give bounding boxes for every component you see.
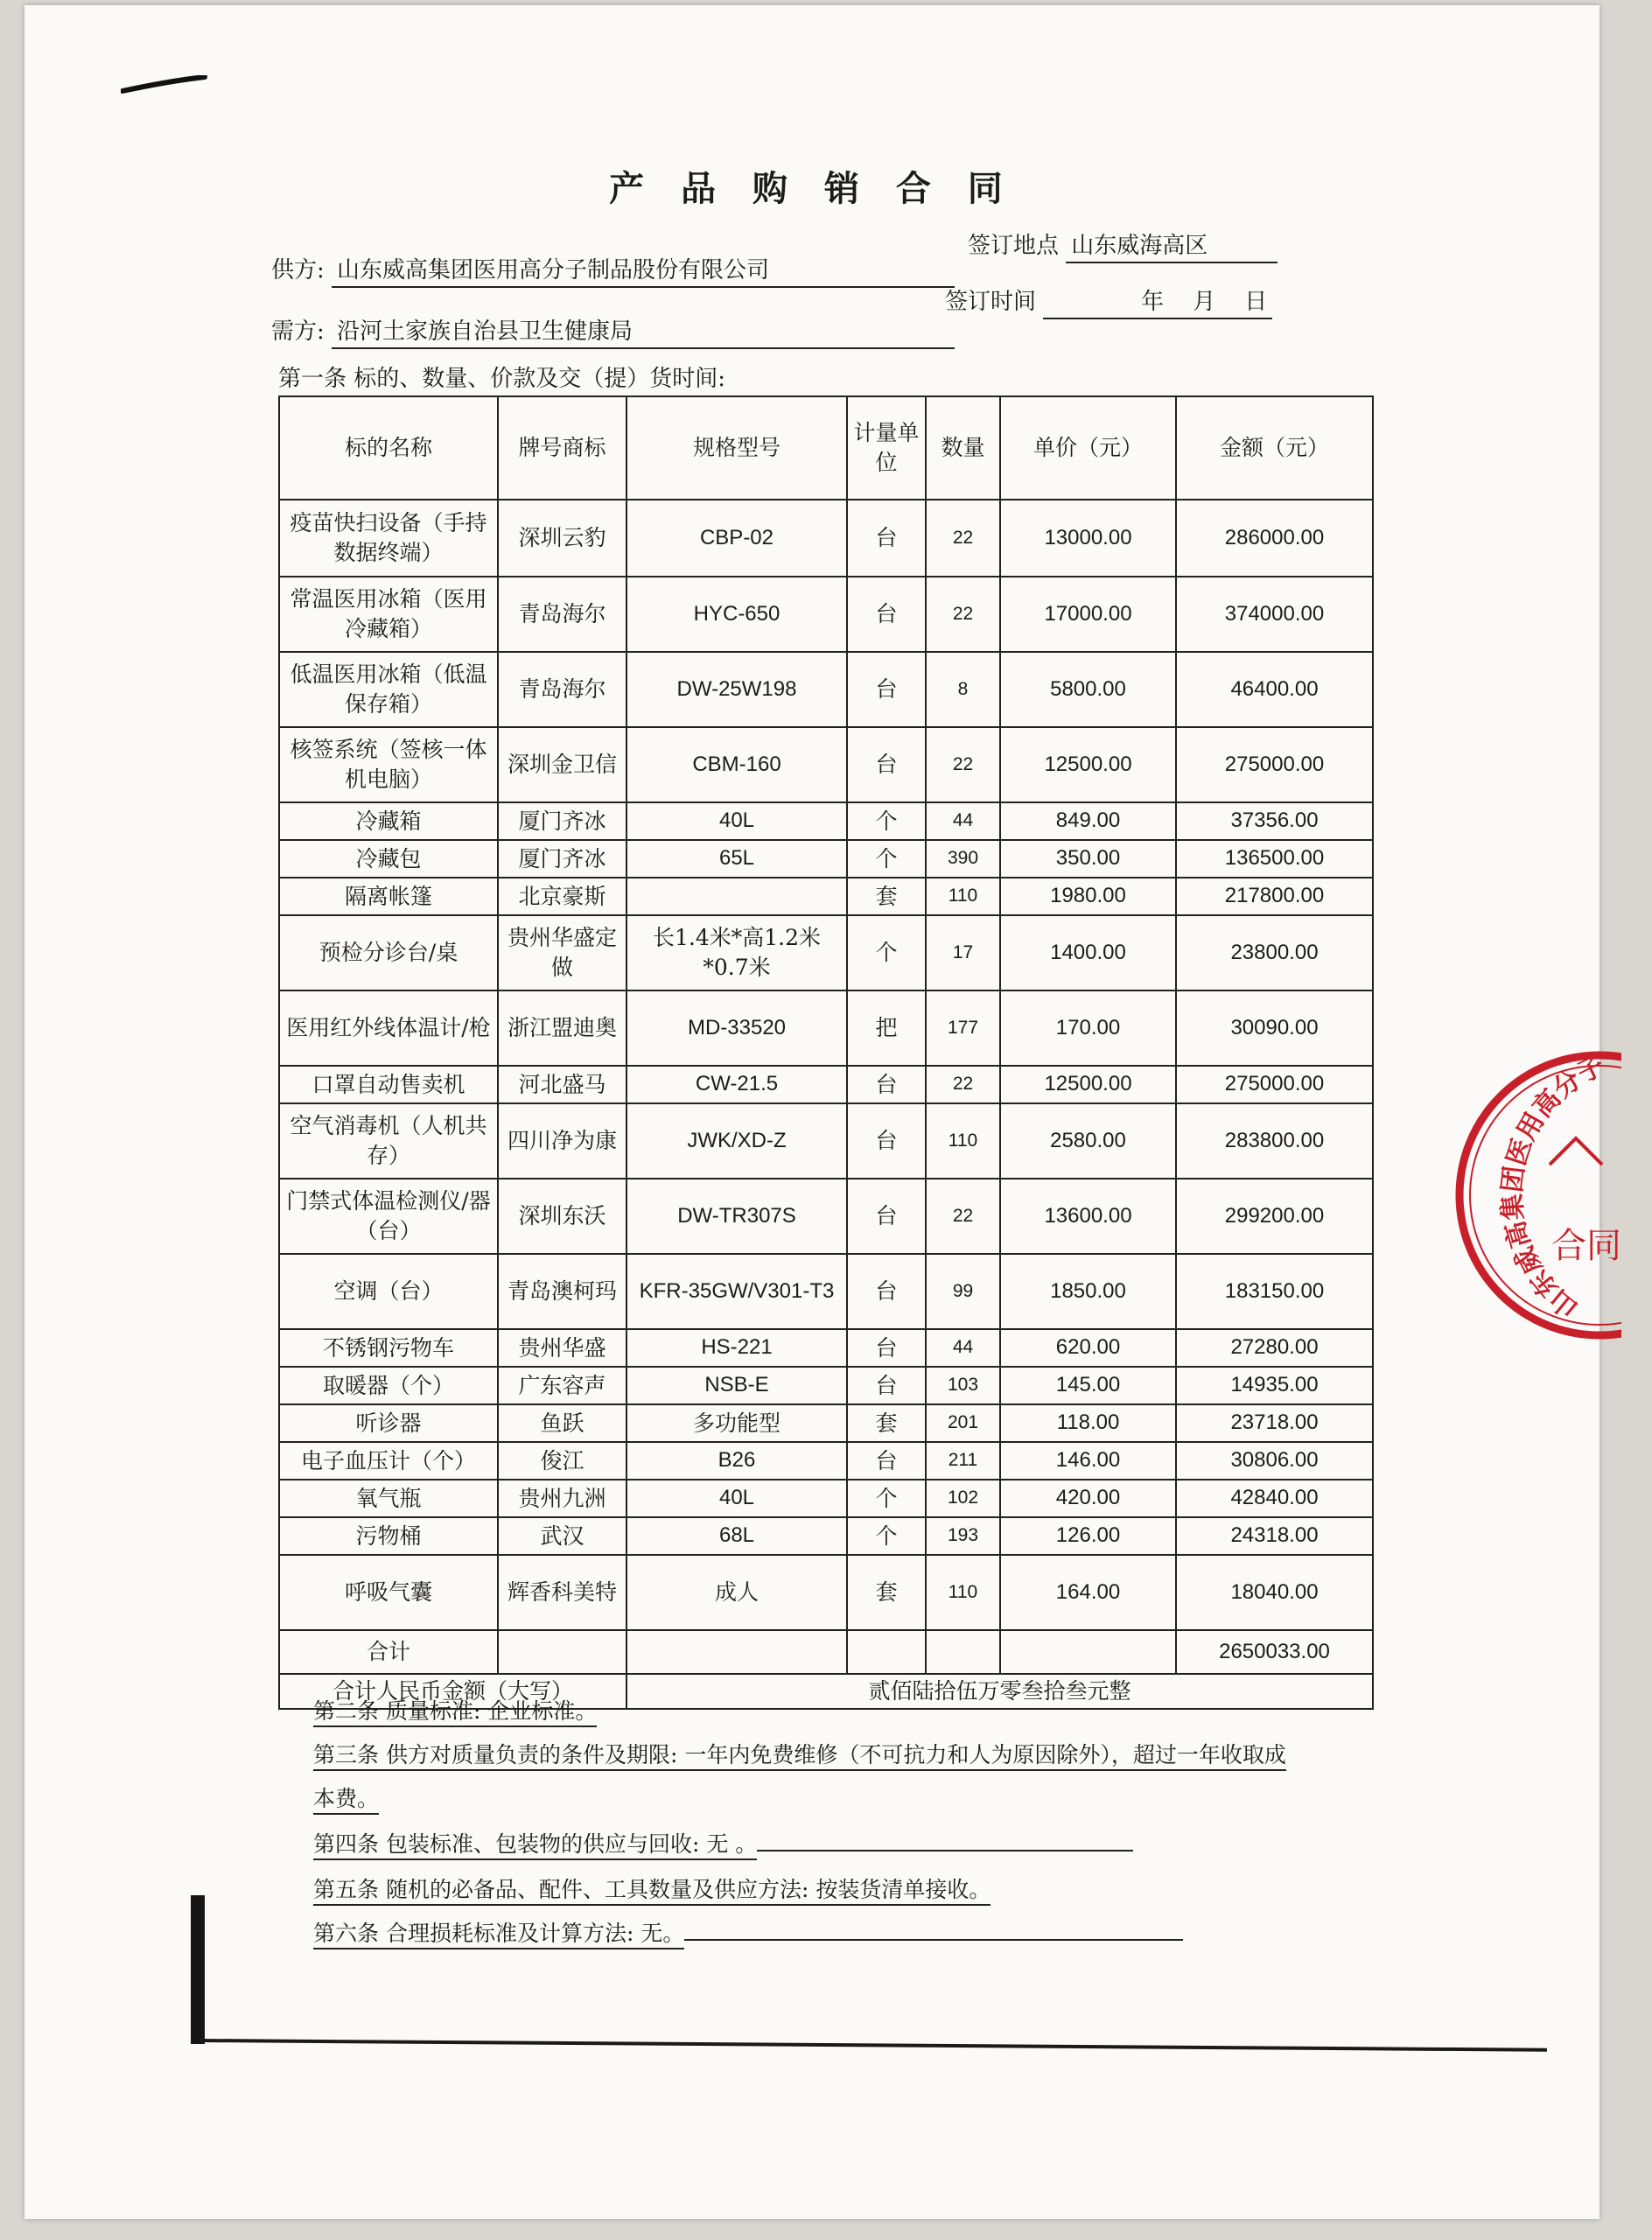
item-amount: 18040.00	[1176, 1555, 1373, 1630]
item-unit: 台	[847, 1066, 926, 1103]
document-title: 产 品 购 销 合 同	[609, 168, 1015, 209]
table-row	[279, 1254, 1373, 1329]
item-name: 低温医用冰箱（低温保存箱）	[279, 652, 498, 727]
total-empty-cell	[1000, 1630, 1176, 1674]
item-qty: 8	[926, 652, 1000, 727]
item-model: 68L	[626, 1517, 847, 1555]
item-model: HYC-650	[626, 577, 847, 652]
item-price: 13600.00	[1000, 1179, 1176, 1254]
item-unit: 台	[847, 1103, 926, 1179]
item-name: 不锈钢污物车	[279, 1329, 498, 1367]
clause-4-fill-line	[757, 1850, 1133, 1852]
total-empty-cell	[847, 1630, 926, 1674]
header-name: 标的名称	[279, 396, 498, 500]
item-amount: 374000.00	[1176, 577, 1373, 652]
item-amount: 299200.00	[1176, 1179, 1373, 1254]
item-unit: 套	[847, 1555, 926, 1630]
table-row	[279, 652, 1373, 727]
item-amount: 183150.00	[1176, 1254, 1373, 1329]
item-amount: 30806.00	[1176, 1442, 1373, 1480]
article-1-heading: 第一条 标的、数量、价款及交（提）货时间:	[278, 366, 726, 392]
item-price: 1980.00	[1000, 878, 1176, 915]
total-empty-cell	[626, 1630, 847, 1674]
item-unit: 个	[847, 840, 926, 878]
company-seal	[1420, 1051, 1621, 1340]
item-unit: 台	[847, 1442, 926, 1480]
header-amount: 金额（元）	[1176, 396, 1373, 500]
item-qty: 177	[926, 990, 1000, 1066]
item-price: 12500.00	[1000, 1066, 1176, 1103]
item-qty: 110	[926, 1555, 1000, 1630]
buyer-row	[271, 313, 955, 349]
item-unit: 台	[847, 1179, 926, 1254]
item-name: 预检分诊台/桌	[279, 915, 498, 990]
item-amount: 46400.00	[1176, 652, 1373, 727]
item-model: CBP-02	[626, 500, 847, 577]
pen-mark-icon	[121, 75, 208, 94]
item-model: DW-TR307S	[626, 1179, 847, 1254]
item-brand: 贵州九洲	[498, 1480, 626, 1517]
table-row	[279, 577, 1373, 652]
item-unit: 台	[847, 577, 926, 652]
svg-text:山东威高集团医用高分子	[1497, 1051, 1610, 1324]
item-unit: 套	[847, 1404, 926, 1442]
sign-time-row	[945, 284, 1272, 319]
item-name: 污物桶	[279, 1517, 498, 1555]
item-qty: 390	[926, 840, 1000, 878]
item-price: 170.00	[1000, 990, 1176, 1066]
item-price: 164.00	[1000, 1555, 1176, 1630]
item-qty: 44	[926, 802, 1000, 840]
item-name: 门禁式体温检测仪/器（台）	[279, 1179, 498, 1254]
clause-2-text: 第二条 质量标准: 企业标准。	[313, 1698, 597, 1727]
clause-2	[313, 1694, 597, 1726]
item-qty: 201	[926, 1404, 1000, 1442]
item-qty: 22	[926, 500, 1000, 577]
item-qty: 102	[926, 1480, 1000, 1517]
total-label: 合计	[279, 1630, 498, 1674]
item-model: CBM-160	[626, 727, 847, 802]
table-row	[279, 1179, 1373, 1254]
table-header-row	[279, 396, 1373, 500]
item-unit: 台	[847, 1367, 926, 1404]
item-name: 电子血压计（个）	[279, 1442, 498, 1480]
item-amount: 286000.00	[1176, 500, 1373, 577]
supplier-label: 供方:	[271, 257, 325, 284]
contract-page	[24, 5, 1621, 2219]
item-name: 医用红外线体温计/枪	[279, 990, 498, 1066]
item-model: 长1.4米*高1.2米*0.7米	[626, 915, 847, 990]
item-brand: 厦门齐冰	[498, 840, 626, 878]
item-amount: 23718.00	[1176, 1404, 1373, 1442]
item-qty: 99	[926, 1254, 1000, 1329]
seal-label: 合同	[1551, 1226, 1621, 1266]
item-unit: 套	[847, 878, 926, 915]
item-amount: 42840.00	[1176, 1480, 1373, 1517]
item-amount: 23800.00	[1176, 915, 1373, 990]
item-brand: 四川净为康	[498, 1103, 626, 1179]
item-model: 40L	[626, 802, 847, 840]
item-brand: 鱼跃	[498, 1404, 626, 1442]
table-row	[279, 1517, 1373, 1555]
item-amount: 275000.00	[1176, 727, 1373, 802]
clause-6-text: 第六条 合理损耗标准及计算方法: 无。	[313, 1921, 684, 1950]
clause-4	[313, 1827, 1133, 1858]
item-brand: 厦门齐冰	[498, 802, 626, 840]
item-price: 1400.00	[1000, 915, 1176, 990]
item-name: 冷藏包	[279, 840, 498, 878]
items-table	[278, 396, 1374, 1710]
table-row	[279, 990, 1373, 1066]
item-brand: 贵州华盛	[498, 1329, 626, 1367]
item-qty: 17	[926, 915, 1000, 990]
item-name: 常温医用冰箱（医用冷藏箱）	[279, 577, 498, 652]
clause-6	[313, 1916, 1183, 1948]
item-unit: 台	[847, 727, 926, 802]
table-row	[279, 1066, 1373, 1103]
clause-3	[313, 1738, 1286, 1769]
item-price: 13000.00	[1000, 500, 1176, 577]
seal-text: 山东威高集团医用高分子	[1496, 1051, 1610, 1324]
item-amount: 24318.00	[1176, 1517, 1373, 1555]
item-amount: 283800.00	[1176, 1103, 1373, 1179]
item-model: 多功能型	[626, 1404, 847, 1442]
header-qty: 数量	[926, 396, 1000, 500]
header-unit: 计量单位	[847, 396, 926, 500]
buyer-label: 需方:	[271, 318, 325, 345]
item-brand: 深圳东沃	[498, 1179, 626, 1254]
table-row	[279, 727, 1373, 802]
item-brand: 广东容声	[498, 1367, 626, 1404]
item-unit: 个	[847, 915, 926, 990]
item-name: 呼吸气囊	[279, 1555, 498, 1630]
item-model: 成人	[626, 1555, 847, 1630]
clause-4-text: 第四条 包装标准、包装物的供应与回收: 无 。	[313, 1831, 757, 1860]
item-name: 冷藏箱	[279, 802, 498, 840]
item-price: 420.00	[1000, 1480, 1176, 1517]
item-qty: 110	[926, 878, 1000, 915]
item-qty: 22	[926, 577, 1000, 652]
item-model: 40L	[626, 1480, 847, 1517]
item-amount: 27280.00	[1176, 1329, 1373, 1367]
item-price: 126.00	[1000, 1517, 1176, 1555]
item-brand: 深圳云豹	[498, 500, 626, 577]
item-model: B26	[626, 1442, 847, 1480]
item-unit: 个	[847, 1517, 926, 1555]
item-amount: 217800.00	[1176, 878, 1373, 915]
item-price: 12500.00	[1000, 727, 1176, 802]
item-unit: 个	[847, 802, 926, 840]
item-price: 350.00	[1000, 840, 1176, 878]
item-qty: 110	[926, 1103, 1000, 1179]
item-name: 空调（台）	[279, 1254, 498, 1329]
total-empty-cell	[926, 1630, 1000, 1674]
clause-3-text: 第三条 供方对质量负责的条件及期限: 一年内免费维修（不可抗力和人为原因除外），超过一年收取成	[313, 1742, 1286, 1771]
clause-5	[313, 1872, 990, 1904]
item-price: 1850.00	[1000, 1254, 1176, 1329]
item-brand: 北京豪斯	[498, 878, 626, 915]
item-brand: 青岛海尔	[498, 577, 626, 652]
item-amount: 136500.00	[1176, 840, 1373, 878]
item-model: 65L	[626, 840, 847, 878]
item-name: 空气消毒机（人机共存）	[279, 1103, 498, 1179]
item-qty: 193	[926, 1517, 1000, 1555]
item-unit: 台	[847, 1254, 926, 1329]
table-row	[279, 1480, 1373, 1517]
item-name: 听诊器	[279, 1404, 498, 1442]
item-price: 145.00	[1000, 1367, 1176, 1404]
sign-place-row	[968, 228, 1278, 263]
table-row	[279, 1404, 1373, 1442]
item-brand: 青岛澳柯玛	[498, 1254, 626, 1329]
item-price: 849.00	[1000, 802, 1176, 840]
item-name: 氧气瓶	[279, 1480, 498, 1517]
table-row	[279, 1555, 1373, 1630]
item-model: HS-221	[626, 1329, 847, 1367]
total-words-value: 贰佰陆拾伍万零叁拾叁元整	[626, 1674, 1373, 1709]
clause-5-text: 第五条 随机的必备品、配件、工具数量及供应方法: 按装货清单接收。	[313, 1877, 990, 1906]
supplier-name: 山东威高集团医用高分子制品股份有限公司	[332, 252, 955, 288]
item-unit: 台	[847, 500, 926, 577]
table-row	[279, 500, 1373, 577]
sign-place: 山东威海高区	[1066, 228, 1278, 263]
item-qty: 22	[926, 1066, 1000, 1103]
item-model: CW-21.5	[626, 1066, 847, 1103]
item-brand: 贵州华盛定做	[498, 915, 626, 990]
item-price: 146.00	[1000, 1442, 1176, 1480]
sign-time-label: 签订时间	[945, 289, 1037, 315]
item-amount: 14935.00	[1176, 1367, 1373, 1404]
item-model	[626, 878, 847, 915]
item-price: 5800.00	[1000, 652, 1176, 727]
item-qty: 44	[926, 1329, 1000, 1367]
binding-edge	[191, 1895, 205, 2044]
table-row	[279, 878, 1373, 915]
item-unit: 把	[847, 990, 926, 1066]
total-words-label: 合计人民币金额（大写）	[279, 1674, 626, 1709]
table-row	[279, 840, 1373, 878]
sign-time-blank: 年 月 日	[1043, 284, 1272, 319]
header-price: 单价（元）	[1000, 396, 1176, 500]
sign-place-label: 签订地点	[968, 233, 1060, 259]
item-name: 隔离帐篷	[279, 878, 498, 915]
item-price: 17000.00	[1000, 577, 1176, 652]
item-model: KFR-35GW/V301-T3	[626, 1254, 847, 1329]
item-model: MD-33520	[626, 990, 847, 1066]
item-brand: 武汉	[498, 1517, 626, 1555]
item-brand: 河北盛马	[498, 1066, 626, 1103]
clause-3-continued	[313, 1782, 379, 1813]
clause-6-fill-line	[684, 1939, 1183, 1941]
item-name: 取暖器（个）	[279, 1367, 498, 1404]
item-qty: 22	[926, 727, 1000, 802]
item-qty: 103	[926, 1367, 1000, 1404]
item-brand: 俊江	[498, 1442, 626, 1480]
header-model: 规格型号	[626, 396, 847, 500]
item-unit: 台	[847, 1329, 926, 1367]
item-model: DW-25W198	[626, 652, 847, 727]
page-bottom-edge	[200, 2039, 1547, 2052]
item-brand: 浙江盟迪奥	[498, 990, 626, 1066]
table-row	[279, 802, 1373, 840]
table-row	[279, 1103, 1373, 1179]
item-amount: 37356.00	[1176, 802, 1373, 840]
item-name: 核签系统（签核一体机电脑）	[279, 727, 498, 802]
item-qty: 211	[926, 1442, 1000, 1480]
total-row	[279, 1630, 1373, 1674]
item-amount: 30090.00	[1176, 990, 1373, 1066]
table-row	[279, 1367, 1373, 1404]
item-unit: 个	[847, 1480, 926, 1517]
header-brand: 牌号商标	[498, 396, 626, 500]
items-table-body	[279, 500, 1373, 1709]
item-name: 口罩自动售卖机	[279, 1066, 498, 1103]
clause-3-cont-text: 本费。	[313, 1786, 379, 1815]
table-row	[279, 1442, 1373, 1480]
item-price: 118.00	[1000, 1404, 1176, 1442]
item-brand: 青岛海尔	[498, 652, 626, 727]
item-model: JWK/XD-Z	[626, 1103, 847, 1179]
total-empty-cell	[498, 1630, 626, 1674]
item-qty: 22	[926, 1179, 1000, 1254]
supplier-row	[271, 252, 955, 288]
item-model: NSB-E	[626, 1367, 847, 1404]
buyer-name: 沿河土家族自治县卫生健康局	[332, 313, 955, 349]
item-brand: 深圳金卫信	[498, 727, 626, 802]
table-row	[279, 1329, 1373, 1367]
item-unit: 台	[847, 652, 926, 727]
item-price: 620.00	[1000, 1329, 1176, 1367]
item-price: 2580.00	[1000, 1103, 1176, 1179]
item-name: 疫苗快扫设备（手持数据终端）	[279, 500, 498, 577]
total-amount: 2650033.00	[1176, 1630, 1373, 1674]
table-row	[279, 915, 1373, 990]
item-brand: 辉香科美特	[498, 1555, 626, 1630]
item-amount: 275000.00	[1176, 1066, 1373, 1103]
